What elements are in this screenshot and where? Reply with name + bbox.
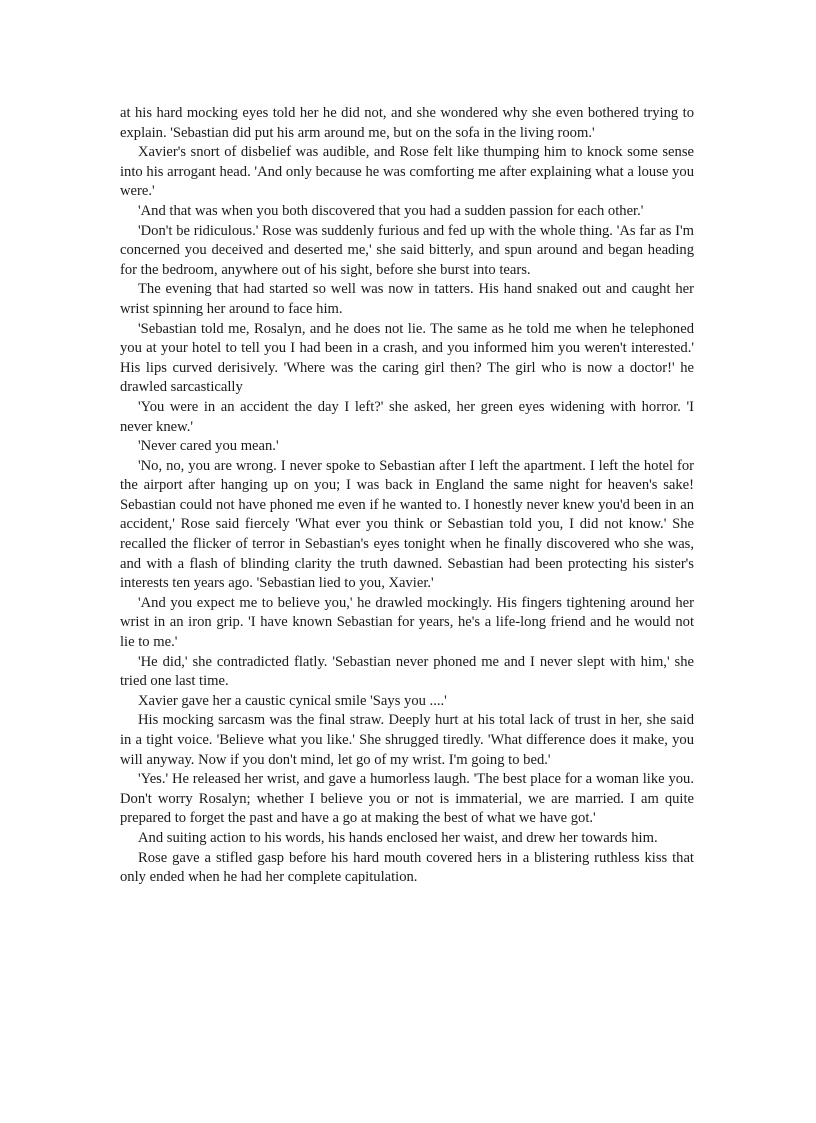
paragraph: 'Never cared you mean.' <box>138 438 279 455</box>
paragraph: 'And you expect me to believe you,' he drawled mockingly. His fingers tightening around her wrist in an iron grip. 'I have known Sebastian for years, he's a life-long friend and he would not lie to me.' <box>120 594 694 651</box>
paragraph: 'You were in an accident the day I left?' she asked, her green eyes widening with horror. 'I never knew.' <box>120 398 694 435</box>
paragraph: 'No, no, you are wrong. I never spoke to Sebastian after I left the apartment. I left the hotel for the airport after hanging up on you; I was back in England the same night for heaven's sake! Sebastian could not have phoned me even if he wanted to. I honestly never knew you'd been in an accident,' Rose said fiercely 'What ever you think or Sebastian told you, I did not know.' She recalled the flicker of terror in Sebastian's eyes tonight when he finally discovered who she was, and with a flash of blinding clarity the truth dawned. Sebastian had been protecting his sister's interests ten years ago. 'Sebastian lied to you, Xavier.' <box>120 457 694 592</box>
page-body <box>120 104 694 888</box>
paragraph: 'Don't be ridiculous.' Rose was suddenly furious and fed up with the whole thing. 'As far as I'm concerned you deceived and deserted me,' she said bitterly, and spun around and began heading for the bedroom, anywhere out of his sight, before she burst into tears. <box>120 222 694 278</box>
paragraph: 'Yes.' He released her wrist, and gave a humorless laugh. 'The best place for a woman like you. Don't worry Rosalyn; whether I believe you or not is immaterial, we are married. I am quite prepared to forget the past and have a go at making the best of what we have got.' <box>120 771 694 827</box>
paragraph: 'Sebastian told me, Rosalyn, and he does not lie. The same as he told me when he telephoned you at your hotel to tell you I had been in a crash, and you informed him you weren't interested.' His lips curved derisively. 'Where was the caring girl then? The girl who is now a doctor!' he drawled sarcastically <box>120 320 694 396</box>
paragraph: Rose gave a stifled gasp before his hard mouth covered hers in a blistering ruthless kiss that only ended when he had her complete capitulation. <box>120 849 694 886</box>
paragraph: The evening that had started so well was now in tatters. His hand snaked out and caught her wrist spinning her around to face him. <box>120 281 694 317</box>
paragraph: Xavier's snort of disbelief was audible, and Rose felt like thumping him to knock some sense into his arrogant head. 'And only because he was comforting me after explaining what a louse you were.' <box>120 144 694 200</box>
paragraph: 'And that was when you both discovered that you had a sudden passion for each other.' <box>138 202 644 219</box>
paragraph: Xavier gave her a caustic cynical smile 'Says you ....' <box>138 692 447 709</box>
paragraph: His mocking sarcasm was the final straw. Deeply hurt at his total lack of trust in her, she said in a tight voice. 'Believe what you like.' She shrugged tiredly. 'What difference does it make, you will anyway. Now if you don't mind, let go of my wrist. I'm going to bed.' <box>120 712 694 768</box>
paragraph: And suiting action to his words, his hands enclosed her waist, and drew her towards him. <box>138 829 658 846</box>
paragraph: at his hard mocking eyes told her he did not, and she wondered why she even bothered trying to explain. 'Sebastian did put his arm around me, but on the sofa in the living room.' <box>120 105 694 141</box>
paragraph: 'He did,' she contradicted flatly. 'Sebastian never phoned me and I never slept with him,' she tried one last time. <box>120 653 694 690</box>
